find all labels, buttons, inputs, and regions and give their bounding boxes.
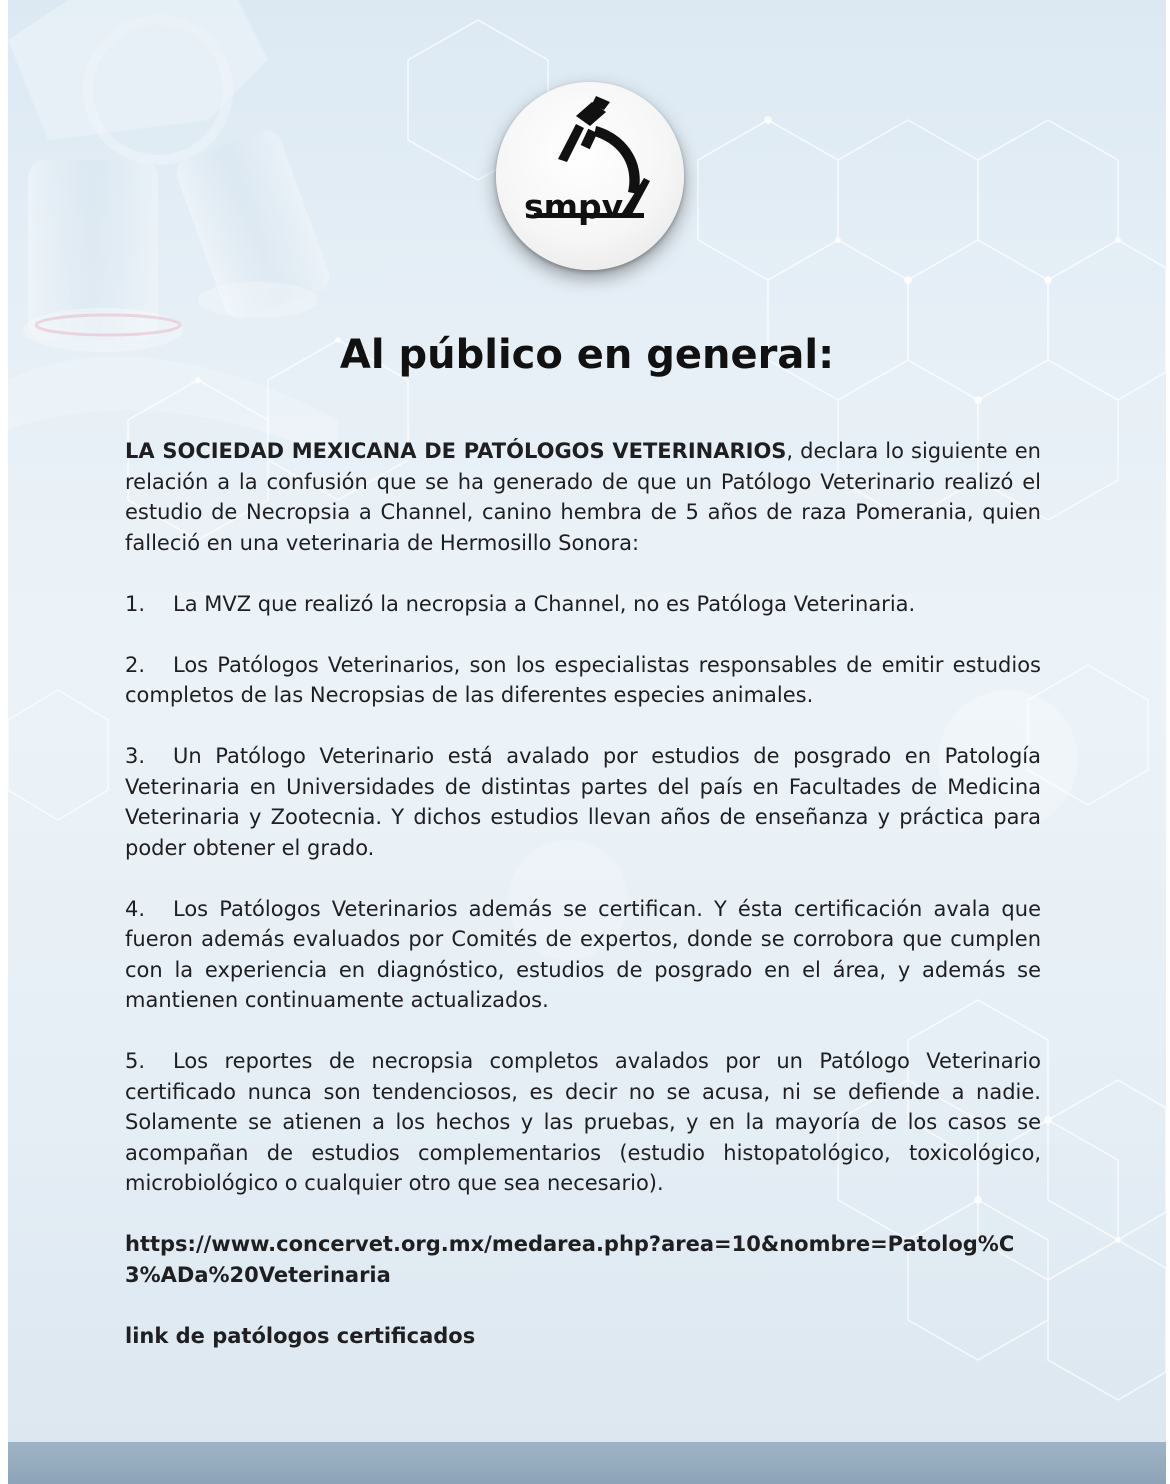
item-number: 1. <box>125 591 146 616</box>
list-item <box>125 741 1041 863</box>
list-item <box>125 1046 1041 1199</box>
footer-band <box>8 1442 1166 1484</box>
list-item <box>125 589 1041 620</box>
list-item <box>125 894 1041 1016</box>
document-page <box>8 0 1166 1484</box>
page-title: Al público en general: <box>339 332 835 378</box>
item-number: 5. <box>125 1049 146 1073</box>
microscope-icon <box>496 82 684 270</box>
intro-paragraph <box>125 436 1041 558</box>
smpv-logo <box>496 82 684 270</box>
logo-text: smpv <box>524 187 624 226</box>
certified-pathologists-label: link de patólogos certificados <box>125 1323 476 1348</box>
item-text: Un Patólogo Veterinario está avalado por estudios de posgrado en Patología Veterinaria en Universidades de distintas partes del país en Facultades de Medicina Veterinaria y Zootecnia. Y dichos estudios llevan años de enseñanza y práctica para poder obtener el grado. <box>125 744 1041 860</box>
statement-body <box>125 436 1041 1382</box>
item-number: 2. <box>125 652 146 677</box>
certified-pathologists-url[interactable]: https://www.concervet.org.mx/medarea.php?area=10&nombre=Patolog%C3%ADa%20Veterinaria <box>125 1232 1015 1287</box>
organization-name: LA SOCIEDAD MEXICANA DE PATÓLOGOS VETERINARIOS <box>125 439 787 463</box>
item-text: La MVZ que realizó la necropsia a Channel, no es Patóloga Veterinaria. <box>173 591 916 616</box>
item-number: 3. <box>125 744 146 768</box>
item-text: Los Patólogos Veterinarios, son los especialistas responsables de emitir estudios completos de las Necropsias de las diferentes especies animales. <box>125 652 1041 707</box>
item-number: 4. <box>125 896 146 921</box>
item-text: Los reportes de necropsia completos avalados por un Patólogo Veterinario certificado nunca son tendenciosos, es decir no se acusa, ni se defiende a nadie. Solamente se atienen a los hechos y las pruebas, y en la mayoría de los casos se acompañan de estudios complementarios (estudio histopatológico, toxicológico, microbiológico o cualquier otro que sea necesario). <box>125 1049 1041 1195</box>
item-text: Los Patólogos Veterinarios además se certifican. Y ésta certificación avala que fueron además evaluados por Comités de expertos, donde se corrobora que cumplen con la experiencia en diagnóstico, estudios de posgrado en el área, y además se mantienen continuamente actualizados. <box>125 896 1041 1012</box>
intro-text: , declara lo siguiente en relación a la confusión que se ha generado de que un Patólogo Veterinario realizó el estudio de Necropsia a Channel, canino hembra de 5 años de raza Pomerania, quien falleció en una veterinaria de Hermosillo Sonora: <box>125 439 1041 555</box>
list-item <box>125 650 1041 711</box>
